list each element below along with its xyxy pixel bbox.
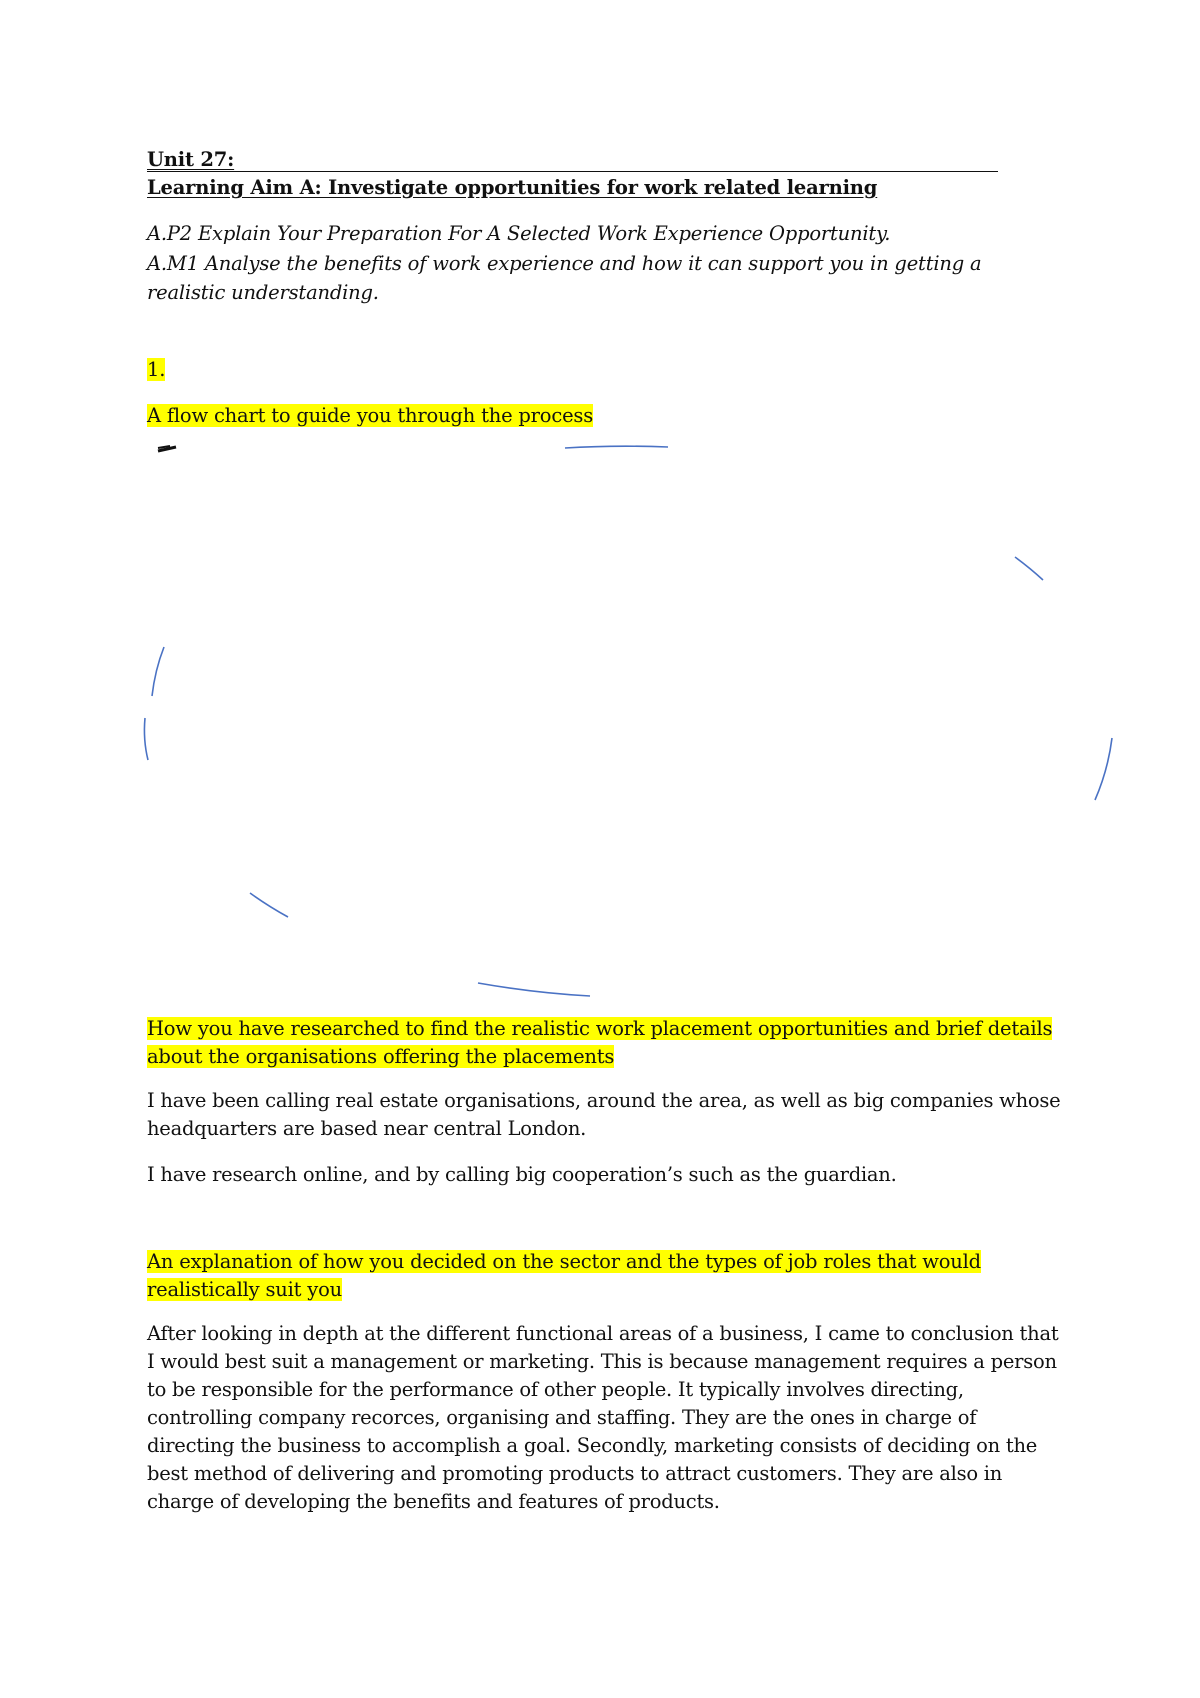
learning-aim-title: Learning Aim A: Investigate opportunities for work related learning: [147, 176, 878, 199]
arc-bottom: [478, 983, 590, 996]
sector-prompt-line1: An explanation of how you decided on the sector and the types of job roles that would: [147, 1250, 981, 1273]
sector-line-5: directing the business to accomplish a goal. Secondly, marketing consists of deciding on the: [147, 1434, 1038, 1457]
research-para2: I have research online, and by calling big cooperation’s such as the guardian.: [147, 1163, 897, 1186]
research-para1-line1: I have been calling real estate organisations, around the area, as well as big companies whose: [147, 1089, 1061, 1112]
section-number-text: 1.: [147, 358, 166, 381]
sector-prompt: [147, 1248, 981, 1304]
arc-left-lower: [144, 718, 148, 760]
arc-right: [1095, 738, 1112, 800]
research-paragraph-2: [147, 1161, 897, 1189]
flow-chart-prompt-text: A flow chart to guide you through the process: [147, 404, 594, 427]
sector-line-2: I would best suit a management or marketing. This is because management requires a person: [147, 1350, 1057, 1373]
sector-line-7: charge of developing the benefits and features of products.: [147, 1490, 720, 1513]
research-para1-line2: headquarters are based near central London.: [147, 1117, 587, 1140]
research-prompt-line2: about the organisations offering the placements: [147, 1045, 615, 1068]
sector-line-6: best method of delivering and promoting products to attract customers. They are also in: [147, 1462, 1003, 1485]
arc-top: [565, 446, 668, 448]
research-paragraph-1: [147, 1087, 1060, 1143]
sector-prompt-line2: realistically suit you: [147, 1278, 343, 1301]
objective-m1-line2: realistic understanding.: [147, 281, 379, 304]
arc-top-right: [1015, 557, 1043, 580]
objective-p2: A.P2 Explain Your Preparation For A Selected Work Experience Opportunity.: [147, 222, 891, 245]
research-prompt-line1: How you have researched to find the realistic work placement opportunities and brief details: [147, 1017, 1053, 1040]
sector-line-3: to be responsible for the performance of other people. It typically involves directing,: [147, 1378, 964, 1401]
arc-left-upper: [152, 647, 164, 696]
unit-title: Unit 27:: [147, 148, 235, 171]
arc-bottom-left: [250, 893, 288, 917]
sector-line-4: controlling company recorces, organising and staffing. They are the ones in charge of: [147, 1406, 977, 1429]
sector-paragraph: [147, 1320, 1058, 1516]
sector-line-1: After looking in depth at the different functional areas of a business, I came to conclusion that: [147, 1322, 1059, 1345]
research-prompt: [147, 1015, 1052, 1071]
objective-m1-line1: A.M1 Analyse the benefits of work experience and how it can support you in getting a: [147, 251, 982, 275]
